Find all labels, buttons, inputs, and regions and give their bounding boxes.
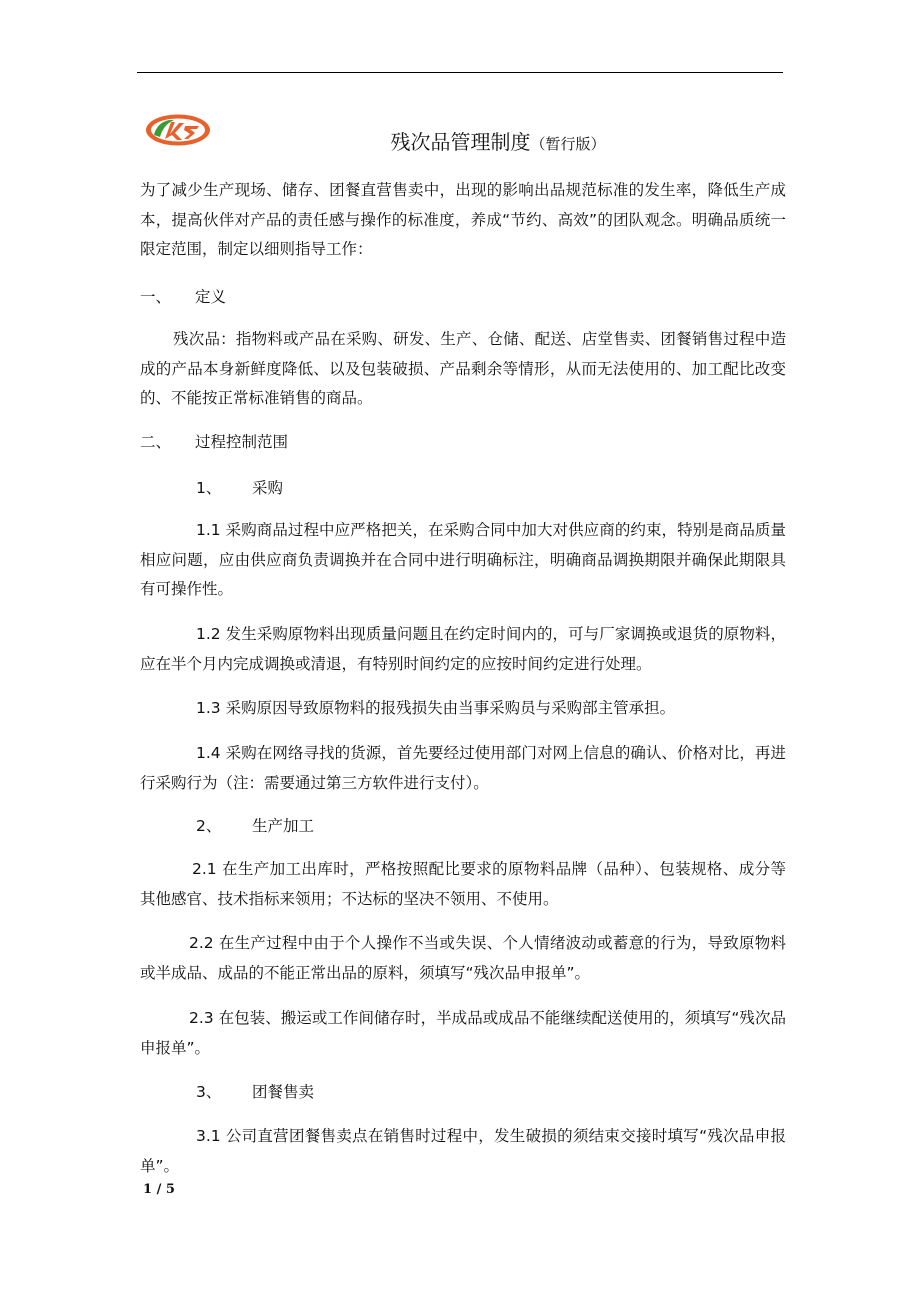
header-rule (137, 72, 783, 73)
definition-paragraph: 残次品：指物料或产品在采购、研发、生产、仓储、配送、店堂售卖、团餐销售过程中造成的产品本身新鲜度降低、以及包装破损、产品剩余等情形，从而无法使用的、加工配比改变的、不能按正常标准销售的商品。 (140, 330, 786, 407)
section-heading-process-control (140, 430, 288, 454)
paragraph-1-1: 1.1 采购商品过程中应严格把关，在采购合同中加大对供应商的约束，特别是商品质量相应问题，应由供应商负责调换并在合同中进行明确标注，明确商品调换期限并确保此期限具有可操作性。 (140, 521, 786, 598)
title-subtitle: （暂行版） (530, 135, 606, 153)
section-title: 过程控制范围 (195, 433, 289, 451)
paragraph-2-2: 2.2 在生产过程中由于个人操作不当或失误、个人情绪波动或蓄意的行为，导致原物料或半成品、成品的不能正常出品的原料，须填写“残次品申报单”。 (140, 934, 786, 982)
subsection-number: 1、 (196, 479, 222, 497)
paragraph-1-3: 1.3 采购原因导致原物料的报残损失由当事采购员与采购部主管承担。 (196, 699, 676, 717)
page-number: 1 / 5 (143, 1182, 175, 1197)
document-title (0, 126, 920, 155)
paragraph-1-4: 1.4 采购在网络寻找的货源，首先要经过使用部门对网上信息的确认、价格对比，再进行采购行为（注：需要通过第三方软件进行支付）。 (140, 744, 786, 792)
subsection-number: 3、 (196, 1083, 222, 1101)
subsection-title: 生产加工 (252, 817, 315, 835)
paragraph-1-2: 1.2 发生采购原物料出现质量问题且在约定时间内的，可与厂家调换或退货的原物料，应在半个月内完成调换或清退，有特别时间约定的应按时间约定进行处理。 (140, 625, 786, 673)
intro-paragraph: 为了减少生产现场、储存、团餐直营售卖中，出现的影响出品规范标准的发生率，降低生产成本，提高伙伴对产品的责任感与操作的标准度，养成“节约、高效”的团队观念。明确品质统一限定范围，制定以细则指导工作： (140, 181, 786, 258)
section-heading-definition (140, 285, 226, 309)
subsection-heading-group-meal-sales (196, 1080, 314, 1104)
subsection-heading-purchasing (196, 476, 283, 500)
paragraph-2-3: 2.3 在包装、搬运或工作间储存时，半成品或成品不能继续配送使用的，须填写“残次品申报单”。 (140, 1009, 786, 1057)
title-main: 残次品管理制度 (390, 130, 531, 154)
section-number: 二、 (140, 433, 172, 451)
subsection-title: 采购 (252, 479, 284, 497)
section-number: 一、 (140, 288, 172, 306)
subsection-heading-production (196, 814, 314, 838)
subsection-number: 2、 (196, 817, 222, 835)
subsection-title: 团餐售卖 (252, 1083, 315, 1101)
section-title: 定义 (195, 288, 227, 306)
paragraph-3-1: 3.1 公司直营团餐售卖点在销售时过程中，发生破损的须结束交接时填写“残次品申报单”。 (140, 1127, 786, 1175)
paragraph-2-1: 2.1 在生产加工出库时，严格按照配比要求的原物料品牌（品种）、包装规格、成分等其他感官、技术指标来领用；不达标的坚决不领用、不使用。 (140, 860, 786, 908)
